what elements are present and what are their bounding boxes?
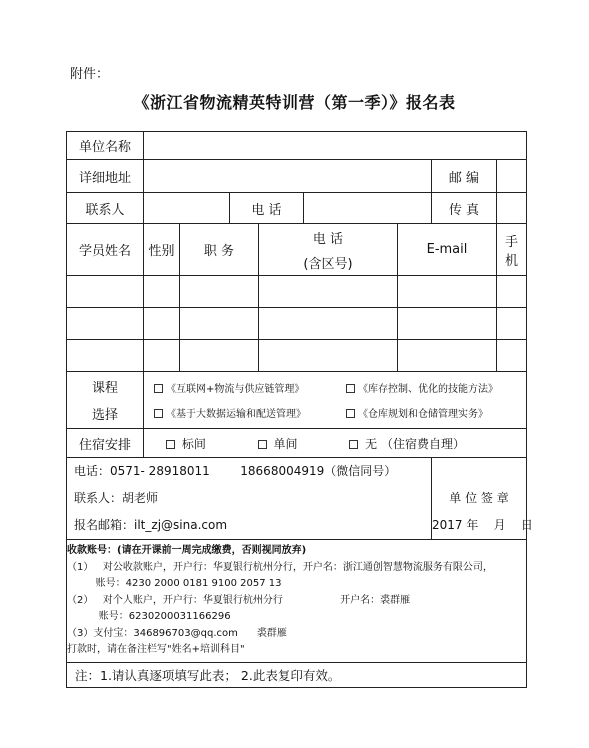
checkbox-icon[interactable]	[154, 409, 163, 418]
phone-field[interactable]	[304, 193, 432, 224]
contact-email-line: 报名邮箱：ilt_zj@sina.com	[74, 518, 228, 532]
course-label-line2: 选择	[91, 408, 118, 423]
lodging-label: 住宿安排	[67, 429, 144, 458]
trainee-mobile-field[interactable]	[497, 308, 527, 340]
trainee-email-field[interactable]	[398, 276, 497, 308]
trainee-position-field[interactable]	[180, 276, 259, 308]
form-title: 《浙江省物流精英特训营（第一季）》报名表	[133, 93, 456, 112]
payment-line: （1） 对公收款账户，开户行：华夏银行杭州分行，开户名：浙江通创智慧物流服务有限公司，	[67, 561, 493, 573]
payment-line: （2） 对个人账户，开户行：华夏银行杭州分行 开户名：裘群雁	[67, 594, 411, 606]
contact-info	[67, 458, 432, 540]
trainee-email-field[interactable]	[398, 340, 497, 372]
signature-area	[432, 458, 533, 540]
fax-field[interactable]	[497, 193, 527, 224]
trainee-phone-header-line2: (含区号)	[303, 256, 353, 272]
signature-label: 单 位 签 章	[449, 491, 509, 505]
contact-person-label: 联系人	[67, 193, 144, 224]
fax-label: 传 真	[432, 193, 497, 224]
trainee-gender-field[interactable]	[144, 276, 180, 308]
mobile-header: 手 机	[497, 224, 527, 276]
course-options	[144, 372, 527, 429]
checkbox-icon[interactable]	[346, 384, 355, 393]
lodging-options	[144, 429, 527, 458]
trainee-email-field[interactable]	[398, 308, 497, 340]
course-option[interactable]: 《仓库规划和仓储管理实务》	[346, 405, 526, 420]
checkbox-icon[interactable]	[346, 409, 355, 418]
email-header: E-mail	[398, 224, 497, 276]
checkbox-icon[interactable]	[349, 440, 358, 449]
trainee-name-field[interactable]	[67, 276, 144, 308]
attachment-label: 附件：	[70, 67, 110, 82]
checkbox-icon[interactable]	[166, 440, 175, 449]
trainee-gender-field[interactable]	[144, 308, 180, 340]
course-label	[67, 372, 144, 429]
trainee-name-field[interactable]	[67, 340, 144, 372]
lodging-option-single[interactable]: 单间	[258, 435, 298, 452]
signature-date: 2017 年 月 日	[432, 518, 533, 532]
address-label: 详细地址	[67, 160, 144, 193]
lodging-option-none[interactable]: 无	[349, 435, 377, 452]
trainee-name-header: 学员姓名	[67, 224, 144, 276]
form-note: 注：1.请认真逐项填写此表； 2.此表复印有效。	[67, 662, 527, 687]
lodging-option-standard[interactable]: 标间	[166, 435, 206, 452]
payment-heading: 收款账号：(请在开课前一周完成缴费，否则视同放弃)	[67, 545, 307, 556]
contact-person: 联系人：胡老师	[74, 491, 159, 505]
unit-name-label: 单位名称	[67, 132, 144, 160]
trainee-name-field[interactable]	[67, 308, 144, 340]
trainee-mobile-field[interactable]	[497, 340, 527, 372]
postcode-field[interactable]	[497, 160, 527, 193]
unit-name-field[interactable]	[144, 132, 527, 160]
checkbox-icon[interactable]	[258, 440, 267, 449]
trainee-position-field[interactable]	[180, 308, 259, 340]
payment-line: 账号：4230 2000 0181 9100 2057 13	[67, 578, 282, 589]
contact-phone: 电话：0571- 28918011 18668004919（微信同号）	[74, 464, 397, 478]
payment-line: 账号：6230200031166296	[67, 611, 231, 622]
trainee-phone-field[interactable]	[259, 308, 398, 340]
payment-line: （3）支付宝：346896703@qq.com 裘群雁	[67, 627, 287, 639]
registration-form	[66, 131, 533, 688]
trainee-row	[67, 340, 527, 372]
course-option[interactable]: 《库存控制、优化的技能方法》	[346, 380, 526, 395]
course-option[interactable]: 《互联网+物流与供应链管理》	[154, 380, 346, 395]
contact-person-field[interactable]	[144, 193, 230, 224]
trainee-gender-field[interactable]	[144, 340, 180, 372]
trainee-mobile-field[interactable]	[497, 276, 527, 308]
position-header: 职 务	[180, 224, 259, 276]
trainee-row	[67, 308, 527, 340]
lodging-note: （住宿费自理）	[381, 436, 466, 451]
course-label-line1: 课程	[91, 381, 118, 396]
checkbox-icon[interactable]	[154, 384, 163, 393]
address-field[interactable]	[144, 160, 432, 193]
gender-header: 性别	[144, 224, 180, 276]
payment-line: 打款时，请在备注栏写"姓名+培训科目"	[67, 644, 245, 655]
phone-label: 电 话	[230, 193, 304, 224]
trainee-row	[67, 276, 527, 308]
course-option[interactable]: 《基于大数据运输和配送管理》	[154, 405, 346, 420]
trainee-phone-header	[259, 224, 398, 276]
contact-email-link[interactable]: ilt_zj@sina.com	[134, 518, 228, 532]
trainee-phone-field[interactable]	[259, 276, 398, 308]
trainee-phone-field[interactable]	[259, 340, 398, 372]
payment-info	[67, 540, 527, 663]
trainee-position-field[interactable]	[180, 340, 259, 372]
trainee-phone-header-line1: 电 话	[312, 231, 344, 247]
postcode-label: 邮 编	[432, 160, 497, 193]
